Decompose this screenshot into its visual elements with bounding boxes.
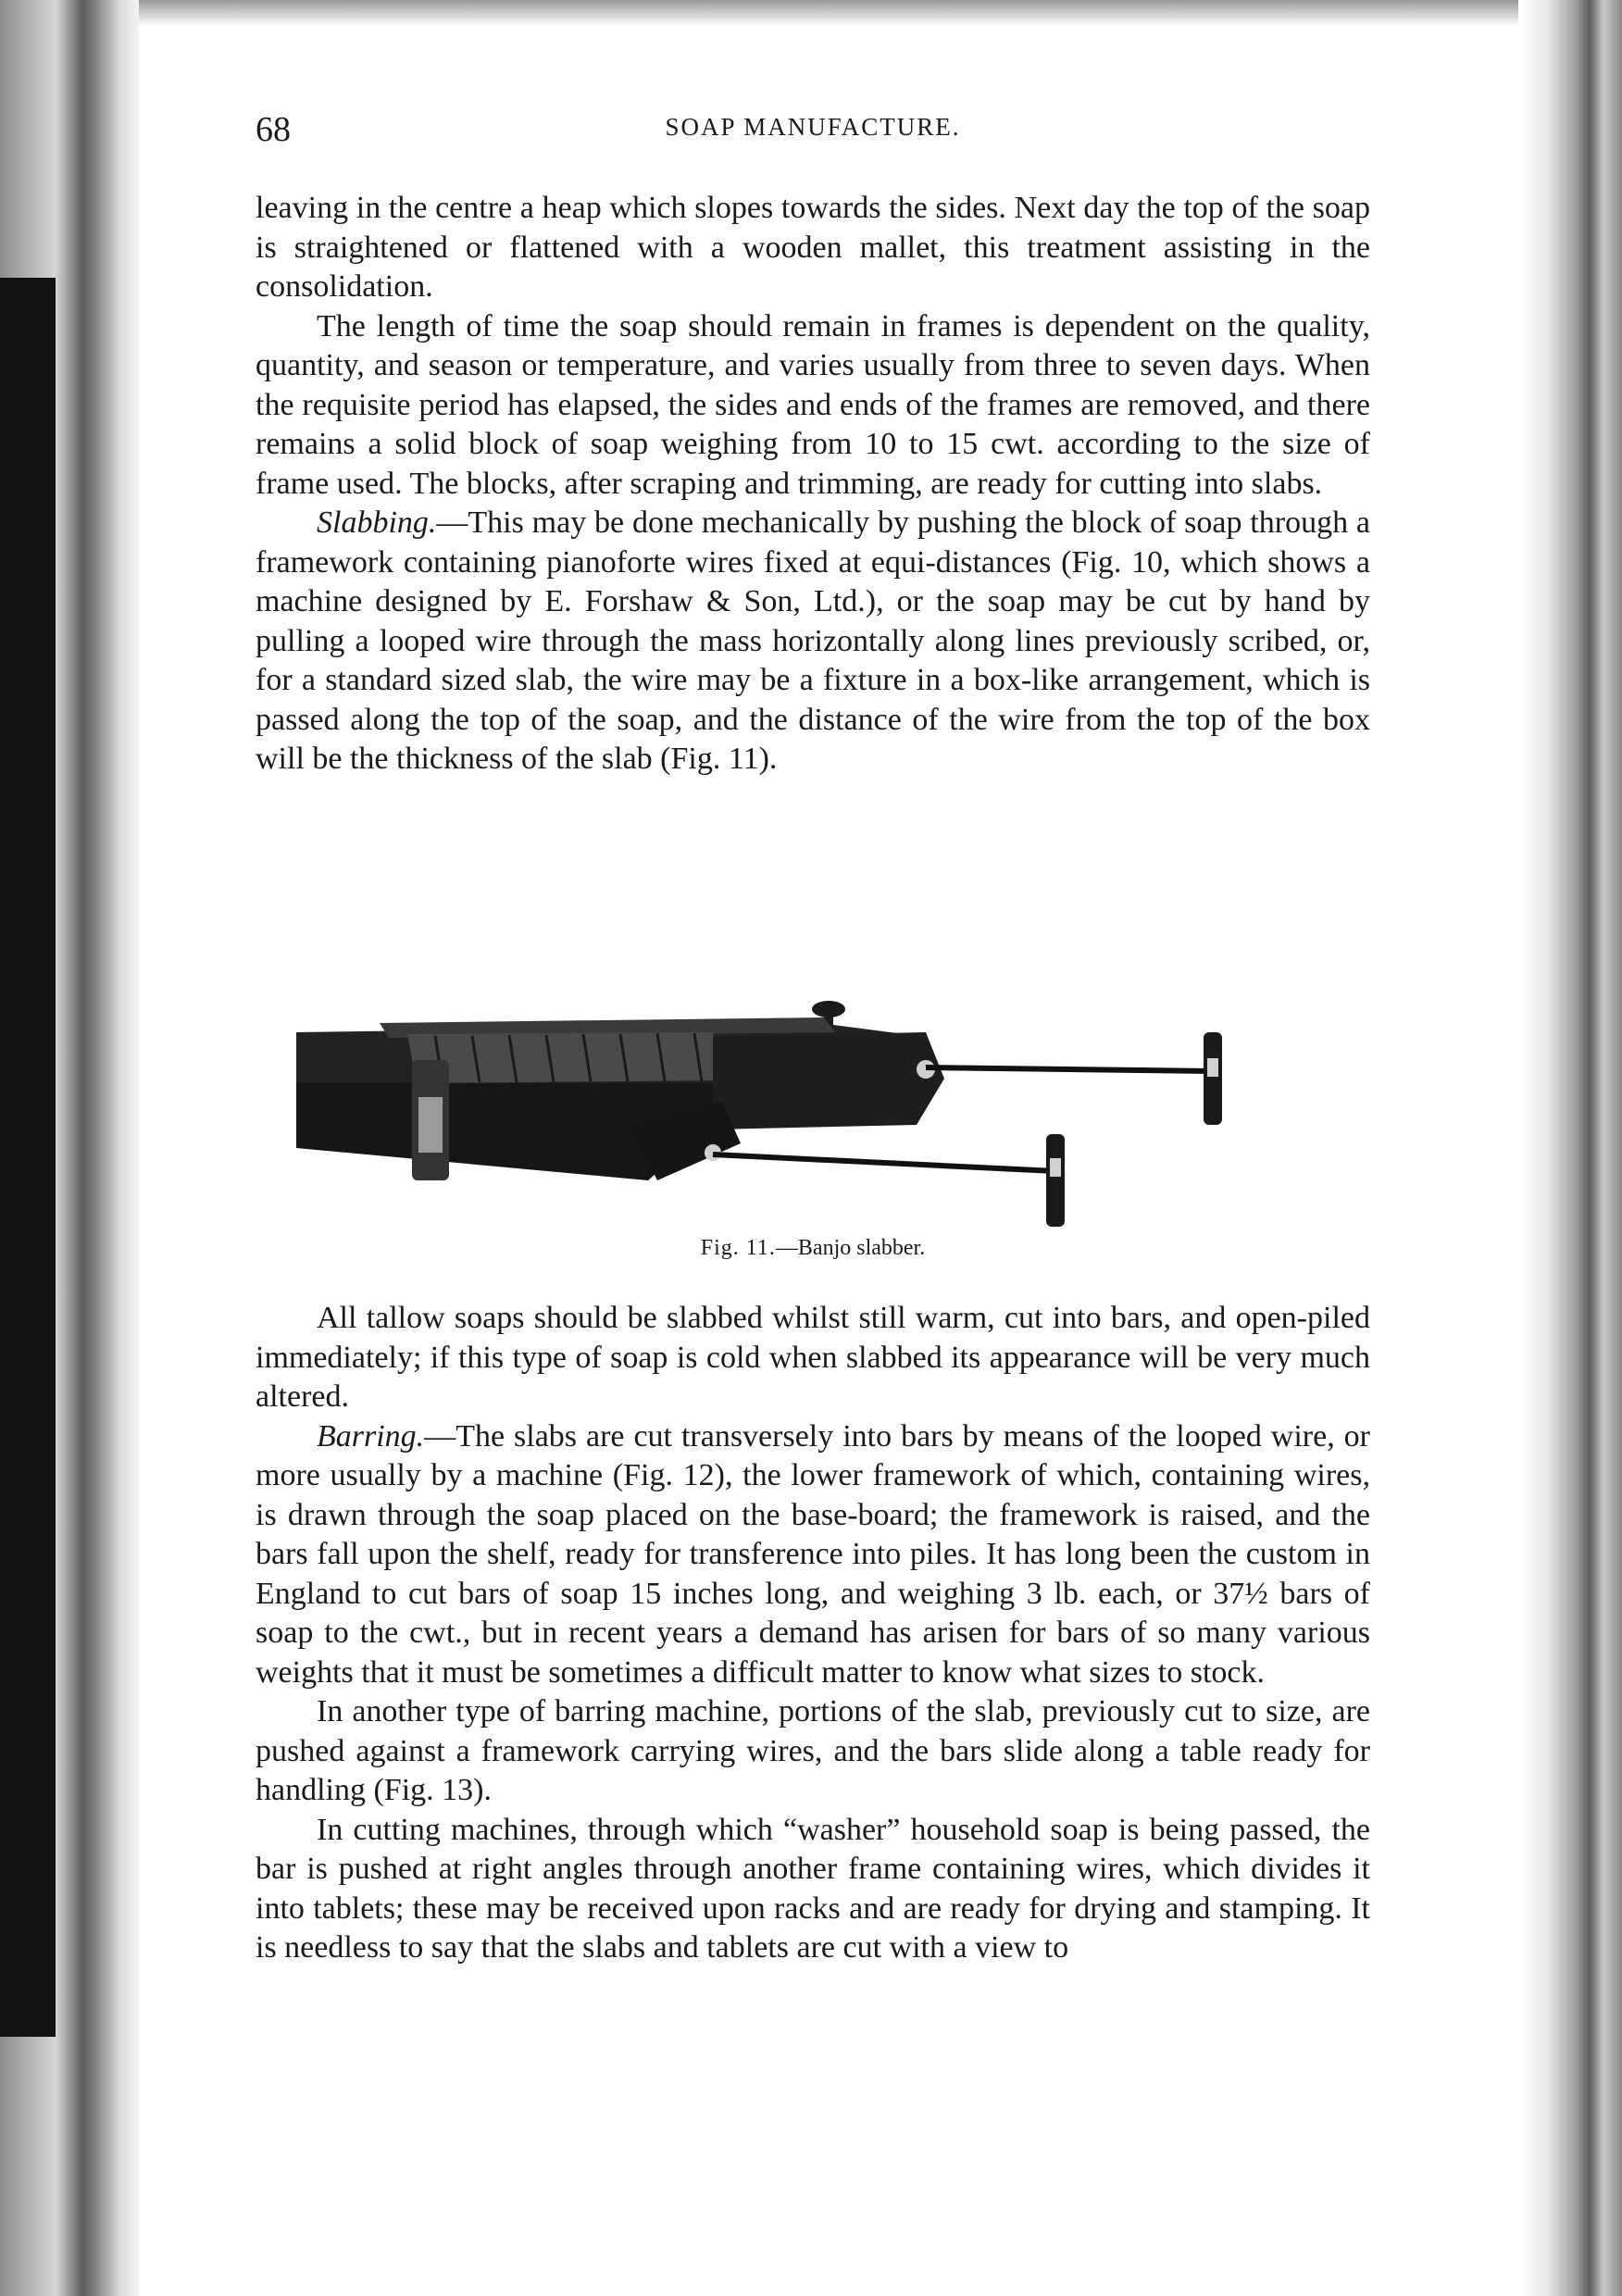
figure-label: Fig. 11. [700,1236,776,1260]
page-number: 68 [256,110,291,149]
top-shadow [139,0,1518,26]
body-text-bottom [256,1299,1370,1968]
paragraph [256,504,1370,780]
gutter-shadow-band [0,278,56,2037]
paragraph-text: All tallow soaps should be slabbed whilst still warm, cut into bars, and open-piled immediately; if this type of soap is cold when slabbed its appearance will be very much altered. [256,1301,1370,1414]
page-header [256,109,1370,156]
body-text-top [256,189,1370,780]
figure-caption [256,1236,1370,1261]
paragraph [256,1299,1370,1417]
paragraph [256,1811,1370,1968]
run-in-heading: Slabbing. [317,505,437,540]
run-in-heading: Barring. [317,1418,425,1454]
paragraph-text: The length of time the soap should remain in frames is dependent on the quality, quantity, and season or temperature, and varies usually from three to seven days. When the requisite period has elapsed, the sides and ends of the frames are removed, and there remains a solid block of soap weighing from 10 to 15 cwt. according to the size of frame used. The blocks, after scraping and trimming, are ready for cutting into slabs. [256,308,1370,501]
paragraph-text: In another type of barring machine, portions of the slab, previously cut to size, are pushed against a framework carrying wires, and the bars slide along a table ready for handling (Fig. 13). [256,1694,1370,1807]
paragraph-text: In cutting machines, through which “washer” household soap is being passed, the bar is pushed at right angles through another frame containing wires, which divides it into tablets; these may be received upon racks and are ready for drying and stamping. It is needless to say that the slabs and tablets are cut with a view to [256,1812,1370,1965]
paragraph-text: —This may be done mechanically by pushing the block of soap through a framework containing pianoforte wires fixed at equi-distances (Fig. 10, which shows a machine designed by E. Forshaw & Son, Ltd.), or the soap may be cut by hand by pulling a looped wire through the mass horizontally along lines previously scribed, or, for a standard sized slab, the wire may be a fixture in a box-like arrangement, which is passed along the top of the soap, and the distance of the wire from the top of the box will be the thickness of the slab (Fig. 11). [256,505,1370,776]
paragraph [256,307,1370,505]
banjo-slabber-illustration [278,995,1352,1227]
paragraph [256,1692,1370,1811]
figure-caption-text: —Banjo slabber. [775,1236,926,1260]
paragraph [256,189,1370,307]
paragraph-text: —The slabs are cut transversely into bars by means of the looped wire, or more usually by a machine (Fig. 12), the lower framework of which, containing wires, is drawn through the soap placed on the base-board; the framework is raised, and the bars fall upon the shelf, ready for transference into piles. It has long been the custom in England to cut bars of soap 15 inches long, and weighing 3 lb. each, or 37½ bars of soap to the cwt., but in recent years a demand has arisen for bars of so many various weights that it must be sometimes a difficult matter to know what sizes to stock. [256,1418,1370,1690]
paragraph [256,1417,1370,1693]
banjo-slabber-figure [278,995,1352,1227]
paragraph-text: leaving in the centre a heap which slopes towards the sides. Next day the top of the soap is straightened or flattened with a wooden mallet, this treatment assisting in the consolidation. [256,191,1370,304]
page-edge [1520,0,1622,2296]
running-head: SOAP MANUFACTURE. [665,113,961,141]
